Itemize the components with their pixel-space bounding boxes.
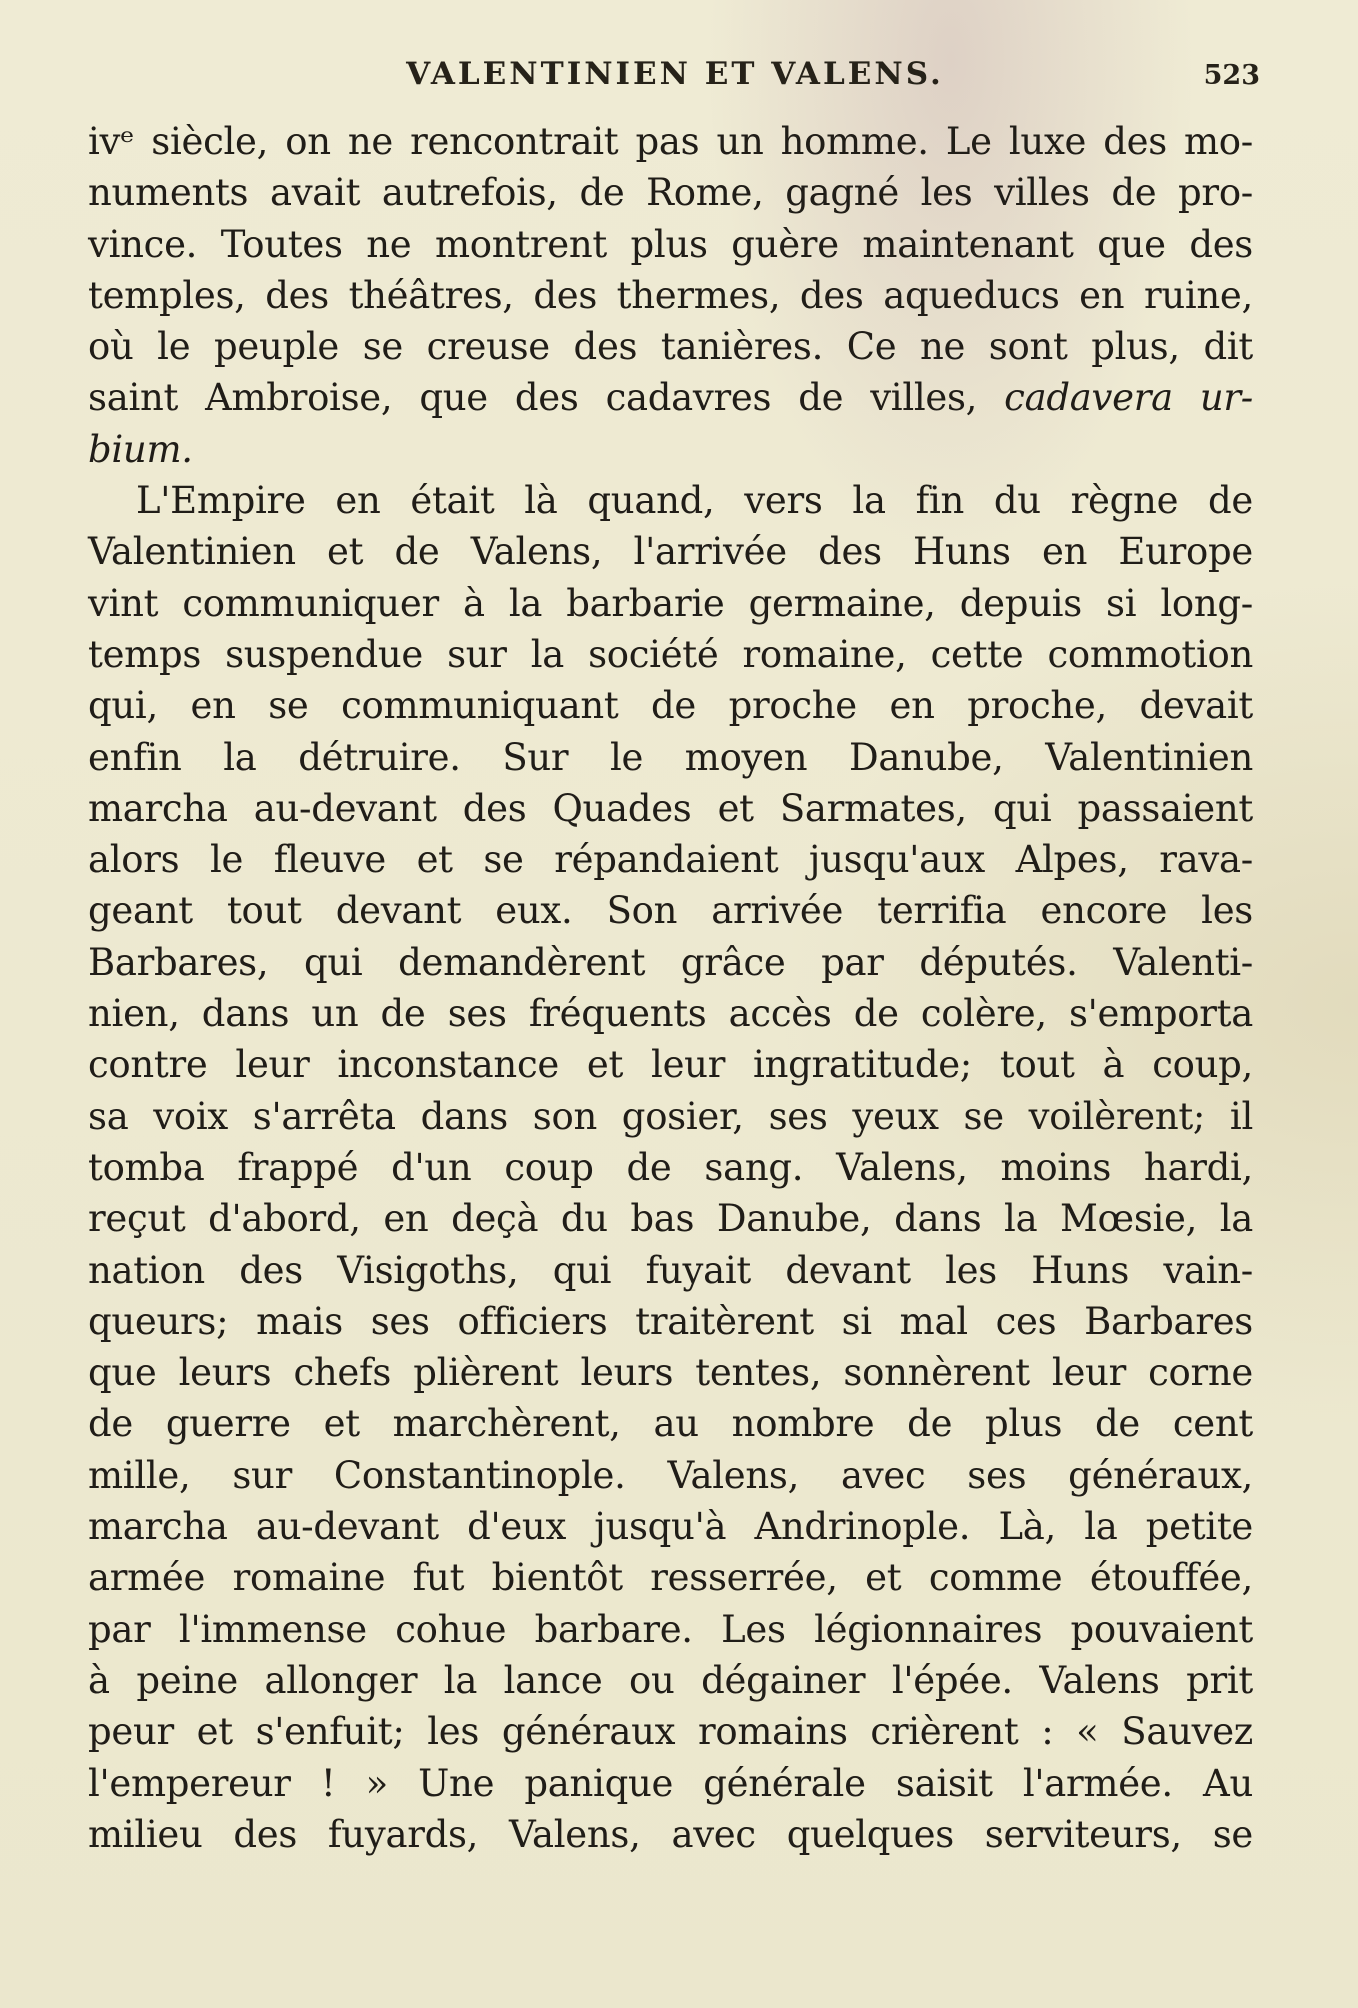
text-line: alors le fleuve et se répandaient jusqu'aux Alpes, rava-: [88, 838, 1253, 882]
page-number: 523: [1203, 60, 1260, 91]
text-line-italic-end: [88, 372, 1253, 423]
text-line: tomba frappé d'un coup de sang. Valens, moins hardi,: [88, 1145, 1253, 1189]
text-line: reçut d'abord, en deçà du bas Danube, dans la Mœsie, la: [88, 1197, 1253, 1241]
text-line: milieu des fuyards, Valens, avec quelques serviteurs, se: [88, 1812, 1253, 1856]
text-line: Barbares, qui demandèrent grâce par députés. Valenti-: [88, 940, 1253, 984]
text-line: sa voix s'arrêta dans son gosier, ses yeux se voilèrent; il: [88, 1094, 1253, 1138]
italic-word: bium.: [88, 427, 193, 471]
text-line: numents avait autrefois, de Rome, gagné les villes de pro-: [88, 171, 1253, 215]
text-line: mille, sur Constantinople. Valens, avec ses généraux,: [88, 1453, 1253, 1497]
text-line: vint communiquer à la barbarie germaine, depuis si long-: [88, 581, 1253, 625]
text-line: nation des Visigoths, qui fuyait devant les Huns vain-: [88, 1248, 1253, 1292]
text-line: temps suspendue sur la société romaine, cette commotion: [88, 632, 1253, 676]
body-text: [88, 116, 1253, 1860]
text-line: temples, des théâtres, des thermes, des aqueducs en ruine,: [88, 273, 1253, 317]
text-line: par l'immense cohue barbare. Les légionnaires pouvaient: [88, 1607, 1253, 1651]
text-line: geant tout devant eux. Son arrivée terrifia encore les: [88, 889, 1253, 933]
text-line: que leurs chefs plièrent leurs tentes, sonnèrent leur corne: [88, 1351, 1253, 1395]
text-line: à peine allonger la lance ou dégainer l'épée. Valens prit: [88, 1658, 1253, 1702]
text-segment: saint Ambroise, que des cadavres de villes,: [88, 376, 1005, 420]
text-line: contre leur inconstance et leur ingratitude; tout à coup,: [88, 1043, 1253, 1087]
running-title: VALENTINIEN ET VALENS.: [406, 56, 944, 92]
text-line: ivᵉ siècle, on ne rencontrait pas un homme. Le luxe des mo-: [88, 120, 1253, 163]
text-line-italic: [88, 424, 1253, 475]
text-line: vince. Toutes ne montrent plus guère maintenant que des: [88, 222, 1253, 266]
text-line: où le peuple se creuse des tanières. Ce ne sont plus, dit: [88, 325, 1253, 369]
text-line: de guerre et marchèrent, au nombre de plus de cent: [88, 1402, 1253, 1446]
text-line: queurs; mais ses officiers traitèrent si mal ces Barbares: [88, 1299, 1253, 1343]
paragraph-start: L'Empire en était là quand, vers la fin du règne de: [136, 479, 1253, 523]
text-line: marcha au-devant des Quades et Sarmates, qui passaient: [88, 786, 1253, 830]
text-line: armée romaine fut bientôt resserrée, et comme étouffée,: [88, 1556, 1253, 1600]
text-line: Valentinien et de Valens, l'arrivée des Huns en Europe: [88, 530, 1253, 574]
text-line: qui, en se communiquant de proche en proche, devait: [88, 684, 1253, 728]
italic-phrase: cadavera ur-: [1004, 376, 1253, 420]
running-head: [90, 56, 1260, 96]
text-line: marcha au-devant d'eux jusqu'à Andrinople. Là, la petite: [88, 1505, 1253, 1549]
text-line: nien, dans un de ses fréquents accès de colère, s'emporta: [88, 992, 1253, 1036]
text-line: peur et s'enfuit; les généraux romains crièrent : « Sauvez: [88, 1710, 1253, 1754]
text-line: l'empereur ! » Une panique générale saisit l'armée. Au: [88, 1761, 1253, 1805]
text-line: enfin la détruire. Sur le moyen Danube, Valentinien: [88, 735, 1253, 779]
